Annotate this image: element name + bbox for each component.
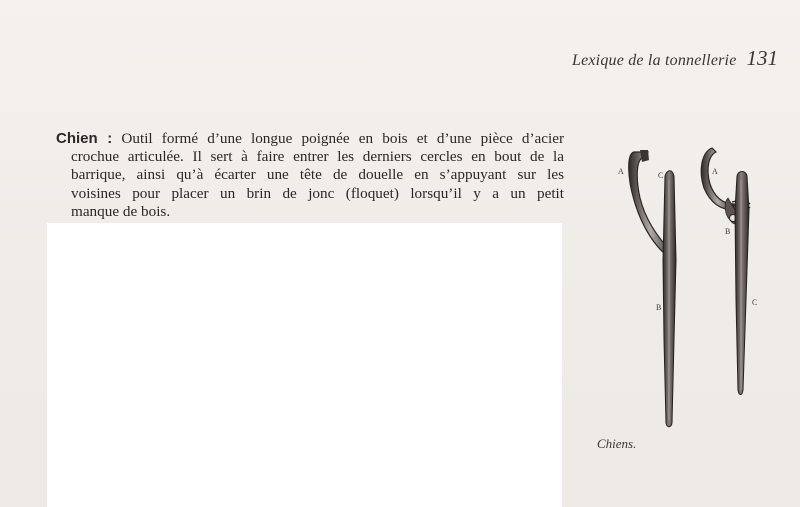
entry-line-1: [56, 130, 564, 148]
figure-caption: Chiens.: [597, 436, 637, 451]
label-right-b: B: [725, 227, 731, 236]
label-left-b: B: [656, 303, 662, 312]
entry-line-5: manque de bois.: [71, 202, 171, 220]
left-tool-handle: [663, 171, 676, 427]
entry-line-3: barrique, ainsi qu’à écarter une tête de douelle en s’appuyant sur les: [71, 166, 564, 184]
entry-line-4: voisines pour placer un brin de jonc (floquet) lorsqu’il y a un petit: [71, 184, 564, 202]
lexicon-entry: [56, 130, 564, 221]
redaction-block: [47, 223, 562, 507]
right-tool-handle: [735, 172, 749, 395]
running-head-title: Lexique de la tonnellerie: [571, 52, 737, 69]
chiens-illustration: [612, 140, 772, 435]
label-left-c: C: [658, 171, 664, 180]
page-number: 131: [746, 46, 778, 70]
label-right-c: C: [752, 298, 758, 307]
entry-line-2: crochue articulée. Il sert à faire entrer les derniers cercles en bout de la: [71, 148, 564, 166]
label-right-a: A: [712, 167, 718, 176]
label-left-a: A: [618, 167, 624, 176]
running-head: [572, 46, 778, 71]
entry-term: Chien :: [56, 130, 113, 147]
entry-text-line-1: Outil formé d’une longue poignée en bois et d’une pièce d’acier: [121, 130, 565, 147]
